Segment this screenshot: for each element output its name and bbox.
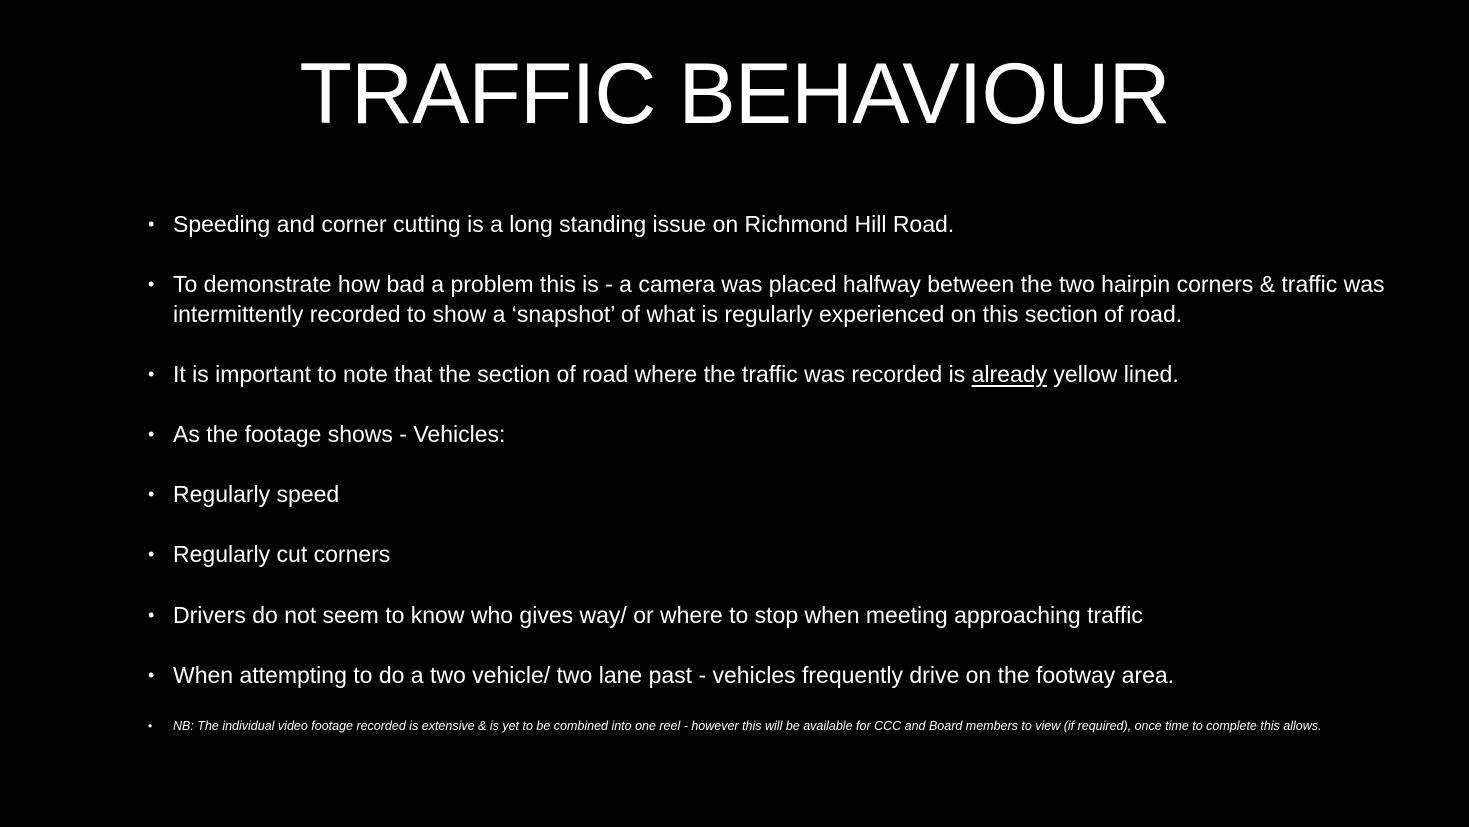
footnote-text: NB: The individual video footage recorded is extensive & is yet to be combined into one reel - however this will be available for CCC and Board members to view (if required), once time to complete this allows.	[173, 719, 1322, 733]
bullet-dot: •	[148, 274, 155, 294]
bullet-dot: •	[148, 605, 155, 625]
bullet-text: When attempting to do a two vehicle/ two lane past - vehicles frequently drive on the footway area.	[173, 662, 1175, 688]
bullet-dot: •	[148, 484, 155, 504]
bullet-dot: •	[148, 364, 155, 384]
bullet-dot: •	[148, 544, 155, 564]
slide-title: TRAFFIC BEHAVIOUR	[299, 46, 1170, 142]
bullet-text: Regularly speed	[173, 481, 340, 507]
bullet-text: Speeding and corner cutting is a long standing issue on Richmond Hill Road.	[173, 211, 955, 237]
bullet-text: To demonstrate how bad a problem this is - a camera was placed halfway between the two hairpin corners & traffic was intermittently recorded to show a ‘snapshot’ of what is regularly experienced on this section of road.	[173, 271, 1385, 327]
bullet-text-after: yellow lined.	[1047, 361, 1179, 387]
bullet-text-emphasis: already	[971, 361, 1048, 387]
bullet-dot: •	[148, 719, 153, 733]
bullet-text: Regularly cut corners	[173, 541, 391, 567]
bullet-text: As the footage shows - Vehicles:	[173, 421, 506, 447]
bullet-dot: •	[148, 214, 155, 234]
bullet-text: Drivers do not seem to know who gives way/ or where to stop when meeting approaching traffic	[173, 602, 1143, 628]
bullet-text	[173, 359, 1433, 389]
bullet-dot: •	[148, 424, 155, 444]
bullet-text-before: It is important to note that the section of road where the traffic was recorded is	[173, 361, 972, 387]
bullet-dot: •	[148, 665, 155, 685]
